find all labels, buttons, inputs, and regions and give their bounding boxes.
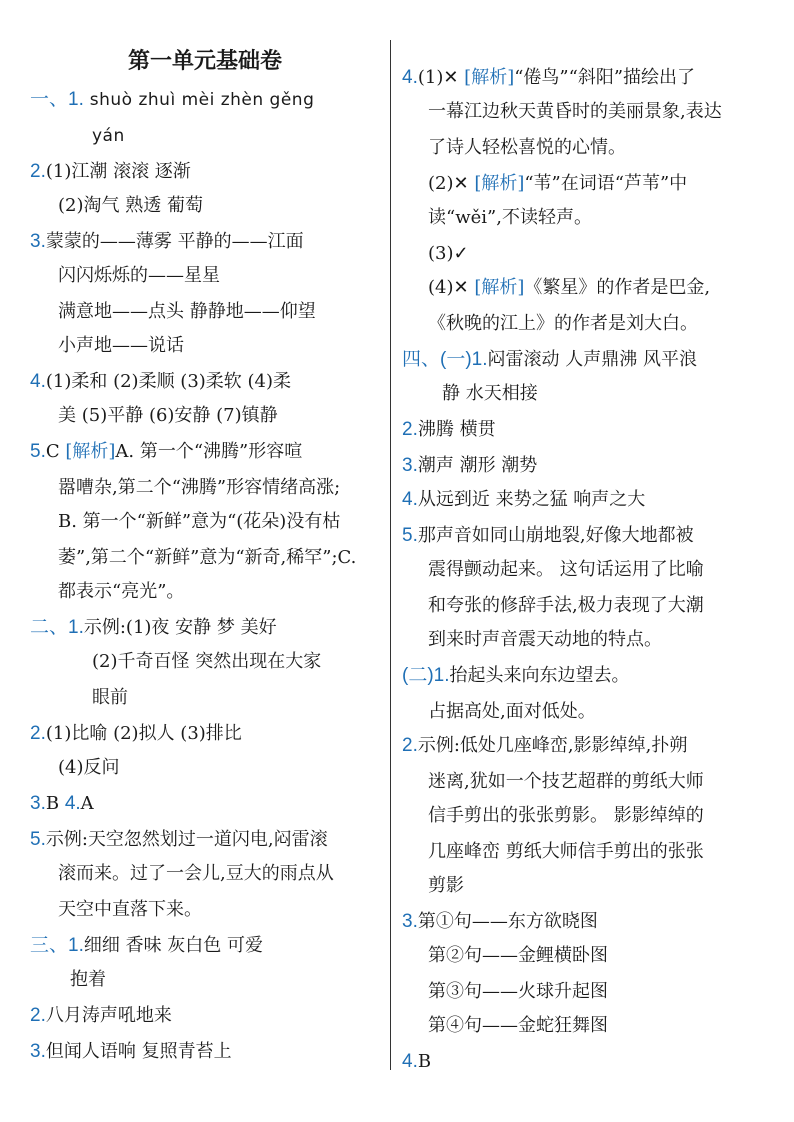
- answer-text: 潮声 潮形 潮势: [417, 455, 538, 476]
- answer-text: 第④句——金蛇狂舞图: [428, 1015, 608, 1036]
- analysis-tag: [解析]: [65, 441, 116, 462]
- answer-line: [402, 524, 694, 548]
- item-number: 4.: [402, 489, 418, 510]
- item-number: 2.: [402, 419, 418, 440]
- answer-text: 第①句——东方欲晓图: [417, 911, 598, 932]
- answer-line: [402, 1050, 431, 1074]
- answer-line: [30, 160, 191, 184]
- answer-line: [428, 840, 704, 864]
- answer-text: 都表示“亮光”。: [58, 581, 185, 602]
- answer-line: [428, 944, 608, 968]
- answer-line: [92, 124, 125, 148]
- answer-line: [30, 722, 242, 746]
- item-number: 3.: [30, 793, 46, 814]
- answer-text: (2)✕: [428, 173, 475, 194]
- answer-line: [58, 194, 203, 218]
- answer-text: A: [80, 793, 94, 814]
- answer-text: 蒙蒙的——薄雾 平静的——江面: [45, 231, 304, 252]
- answer-text: 一幕江边秋天黄昏时的美丽景象,表达: [428, 101, 722, 122]
- answer-line: [402, 664, 630, 688]
- answer-text: 《繁星》的作者是巴金,: [524, 277, 711, 298]
- answer-text: (1)柔和 (2)柔顺 (3)柔软 (4)柔: [45, 371, 292, 392]
- answer-text: (2)千奇百怪 突然出现在大家: [92, 651, 322, 672]
- answer-line: [428, 558, 704, 582]
- answer-text: 闷雷滚动 人声鼎沸 风平浪: [487, 349, 697, 370]
- answer-line: [58, 862, 334, 886]
- answer-line: [442, 382, 538, 406]
- answer-text: (2)淘气 熟透 葡萄: [58, 195, 203, 216]
- answer-text: 小声地——说话: [58, 335, 184, 356]
- analysis-tag: [解析]: [464, 67, 515, 88]
- answer-line: [30, 88, 314, 112]
- answer-line: [428, 770, 704, 794]
- answer-line: [402, 488, 645, 512]
- answer-text: 细细 香味 灰白色 可爱: [83, 935, 264, 956]
- answer-text: 美 (5)平静 (6)安静 (7)镇静: [58, 405, 278, 426]
- answer-text: (4)反问: [58, 757, 120, 778]
- answer-line: [30, 440, 302, 464]
- item-number: 三、1.: [30, 935, 84, 956]
- answer-line: [428, 594, 704, 618]
- answer-text: 嚣嘈杂,第二个“沸腾”形容情绪高涨;: [58, 477, 341, 498]
- item-number: 5.: [30, 829, 46, 850]
- answer-line: [58, 580, 184, 604]
- answer-text: 天空中直落下来。: [58, 899, 202, 920]
- answer-line: [30, 828, 328, 852]
- answer-line: [30, 370, 291, 394]
- answer-text: 示例:低处几座峰峦,影影绰绰,扑朔: [417, 735, 688, 756]
- item-number: 4.: [30, 371, 46, 392]
- item-number: 3.: [30, 1041, 46, 1062]
- answer-text: shuò zhuì mèi zhèn gěng: [83, 90, 315, 110]
- answer-text: 八月涛声吼地来: [45, 1005, 172, 1026]
- answer-text: C: [45, 441, 66, 462]
- analysis-tag: [解析]: [474, 173, 525, 194]
- answer-text: 从远到近 来势之猛 响声之大: [417, 489, 646, 510]
- answer-line: [428, 980, 608, 1004]
- analysis-tag: [解析]: [474, 277, 525, 298]
- answer-text: 第②句——金鲤横卧图: [428, 945, 608, 966]
- answer-line: [58, 756, 120, 780]
- answer-text: 滚而来。过了一会儿,豆大的雨点从: [58, 863, 334, 884]
- answer-text: 但闻人语响 复照青苔上: [45, 1041, 232, 1062]
- answer-text: 示例:(1)夜 安静 梦 美好: [83, 617, 277, 638]
- answer-line: [402, 418, 496, 442]
- answer-line: [428, 276, 710, 300]
- item-number: 2.: [30, 1005, 46, 1026]
- answer-line: [428, 100, 722, 124]
- answer-line: [402, 454, 537, 478]
- item-number: 3.: [402, 455, 418, 476]
- answer-text: “苇”在词语“芦苇”中: [524, 173, 688, 194]
- answer-text: yán: [92, 126, 125, 146]
- answer-text: 抱着: [70, 969, 106, 990]
- item-number: (二)1.: [402, 665, 450, 686]
- answer-text: 震得颤动起来。 这句话运用了比喻: [428, 559, 704, 580]
- answer-text: 沸腾 横贯: [417, 419, 496, 440]
- answer-text: 眼前: [92, 687, 128, 708]
- answer-text: 那声音如同山崩地裂,好像大地都被: [417, 525, 694, 546]
- item-number: 4.: [64, 793, 81, 814]
- item-number: 2.: [30, 161, 46, 182]
- answer-text: (3)✓: [428, 243, 469, 264]
- answer-line: [428, 628, 662, 652]
- page-title: 第一单元基础卷: [127, 49, 282, 74]
- answer-line: [70, 968, 106, 992]
- item-number: 3.: [30, 231, 46, 252]
- answer-text: 抬起头来向东边望去。: [449, 665, 630, 686]
- answer-text: 信手剪出的张张剪影。 影影绰绰的: [428, 805, 704, 826]
- answer-line: [428, 874, 464, 898]
- answer-text: 占据高处,面对低处。: [428, 701, 596, 722]
- answer-text: (4)✕: [428, 277, 475, 298]
- answer-text: B: [45, 793, 65, 814]
- answer-line: [428, 312, 698, 336]
- item-number: 四、(一)1.: [402, 349, 488, 370]
- answer-line: [58, 334, 184, 358]
- item-number: 3.: [402, 911, 418, 932]
- answer-text: 迷离,犹如一个技艺超群的剪纸大师: [428, 771, 704, 792]
- answer-line: [30, 616, 277, 640]
- item-number: 二、1.: [30, 617, 84, 638]
- answer-text: 第③句——火球升起图: [428, 981, 608, 1002]
- answer-text: 《秋晚的江上》的作者是刘大白。: [428, 313, 698, 334]
- item-number: 一、1.: [30, 89, 84, 110]
- answer-text: 示例:天空忽然划过一道闪电,闷雷滚: [45, 829, 328, 850]
- answer-text: 几座峰峦 剪纸大师信手剪出的张张: [428, 841, 704, 862]
- answer-line: [30, 1040, 232, 1064]
- answer-line: [92, 686, 128, 710]
- answer-text: B. 第一个“新鲜”意为“(花朵)没有枯: [58, 511, 341, 532]
- answer-line: [30, 1004, 172, 1028]
- answer-text: 到来时声音震天动地的特点。: [428, 629, 662, 650]
- item-number: 4.: [402, 1051, 418, 1072]
- answer-line: [58, 264, 220, 288]
- answer-text: (1)比喻 (2)拟人 (3)排比: [45, 723, 242, 744]
- answer-line: [428, 1014, 608, 1038]
- answer-line: [30, 934, 263, 958]
- answer-line: [92, 650, 321, 674]
- answer-text: “倦鸟”“斜阳”描绘出了: [514, 67, 696, 88]
- answer-line: [58, 476, 340, 500]
- answer-text: B: [417, 1051, 432, 1072]
- answer-line: [402, 910, 598, 934]
- answer-text: 和夸张的修辞手法,极力表现了大潮: [428, 595, 704, 616]
- item-number: 2.: [402, 735, 418, 756]
- answer-text: 满意地——点头 静静地——仰望: [58, 301, 316, 322]
- answer-line: [58, 898, 202, 922]
- answer-text: 萎”,第二个“新鲜”意为“新奇,稀罕”;C.: [58, 547, 357, 568]
- item-number: 4.: [402, 67, 418, 88]
- answer-text: 剪影: [428, 875, 464, 896]
- answer-line: [58, 300, 316, 324]
- answer-line: [58, 510, 340, 534]
- answer-line: [428, 804, 704, 828]
- answer-line: [402, 348, 697, 372]
- answer-line: [30, 230, 304, 254]
- item-number: 5.: [402, 525, 418, 546]
- answer-text: A. 第一个“沸腾”形容喧: [115, 441, 303, 462]
- answer-line: [428, 700, 596, 724]
- answer-text: 静 水天相接: [442, 383, 538, 404]
- answer-text: (1)江潮 滚滚 逐渐: [45, 161, 191, 182]
- answer-line: [428, 172, 687, 196]
- answer-line: [58, 546, 356, 570]
- answer-text: 了诗人轻松喜悦的心情。: [428, 137, 626, 158]
- item-number: 5.: [30, 441, 46, 462]
- answer-text: (1)✕: [417, 67, 465, 88]
- answer-text: 读“wěi”,不读轻声。: [428, 207, 592, 228]
- answer-line: [30, 792, 94, 816]
- answer-line: [402, 734, 687, 758]
- column-divider: [390, 40, 391, 1070]
- answer-line: [58, 404, 278, 428]
- answer-text: 闪闪烁烁的——星星: [58, 265, 220, 286]
- item-number: 2.: [30, 723, 46, 744]
- answer-line: [428, 136, 626, 160]
- answer-line: [428, 242, 469, 266]
- answer-line: [428, 206, 592, 230]
- answer-line: [402, 66, 695, 90]
